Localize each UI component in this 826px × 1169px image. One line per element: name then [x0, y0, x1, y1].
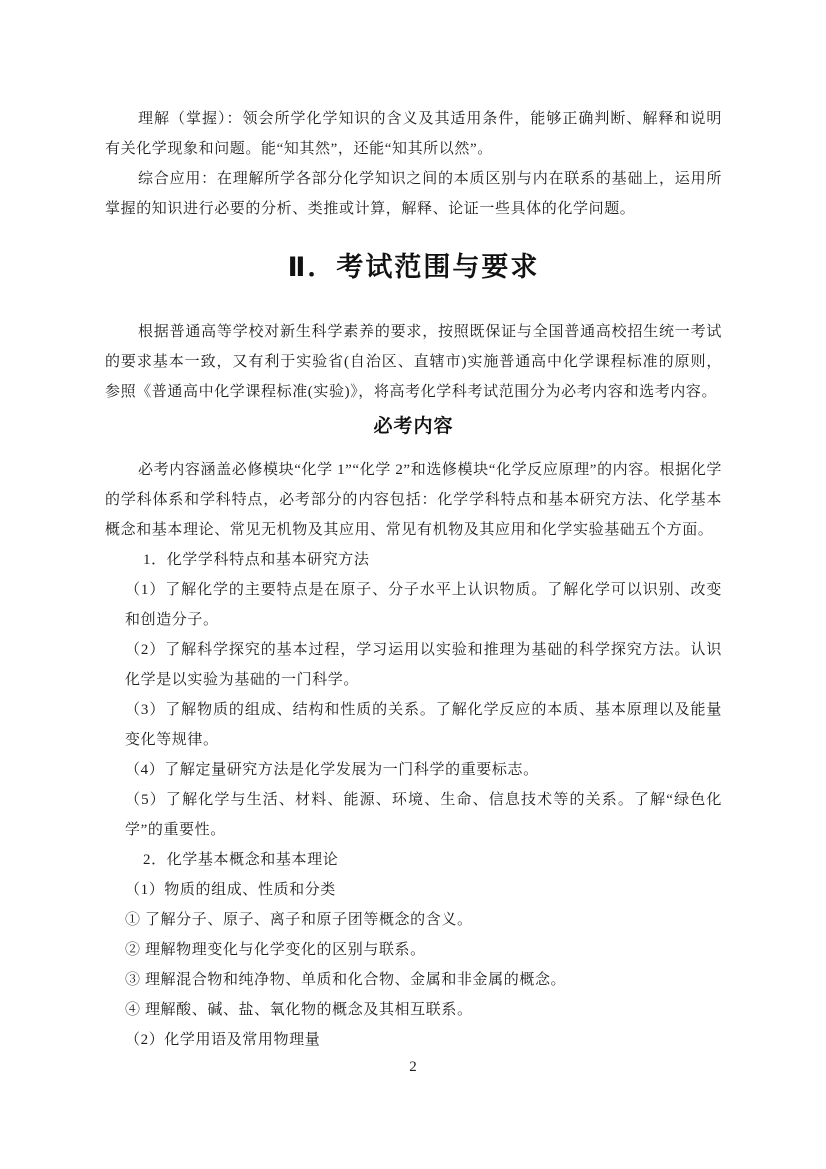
topic-1-item-1: （1）了解化学的主要特点是在原子、分子水平上认识物质。了解化学可以识别、改变和创造分子。: [125, 582, 722, 628]
topic-2-heading: 2．化学基本概念和基本理论: [143, 852, 339, 868]
topic-1-item-5: （5）了解化学与生活、材料、能源、环境、生命、信息技术等的关系。了解“绿色化学”的重要性。: [125, 792, 722, 838]
page-content: [105, 104, 722, 1055]
paragraph-exam-scope-intro: 根据普通高等学校对新生科学素养的要求，按照既保证与全国普通高校招生统一考试的要求基本一致，又有利于实验省(自治区、直辖市)实施普通高中化学课程标准的原则，参照《普通高中化学课程标准(实验)》，将高考化学科考试范围分为必考内容和选考内容。: [105, 324, 722, 400]
topic-2-sub-2-heading: （2）化学用语及常用物理量: [125, 1032, 321, 1048]
topic-1-item-4: （4）了解定量研究方法是化学发展为一门科学的重要标志。: [125, 762, 539, 778]
topic-2-sub-1-item-3: ③ 理解混合物和纯净物、单质和化合物、金属和非金属的概念。: [125, 972, 567, 988]
topic-1-item-2: （2）了解科学探究的基本过程，学习运用以实验和推理为基础的科学探究方法。认识化学是以实验为基础的一门科学。: [125, 642, 722, 688]
topic-1-heading: 1．化学学科特点和基本研究方法: [143, 552, 370, 568]
page-number: 2: [409, 1059, 417, 1075]
paragraph-comprehensive-application: 综合应用：在理解所学各部分化学知识之间的本质区别与内在联系的基础上，运用所掌握的知识进行必要的分析、类推或计算，解释、论证一些具体的化学问题。: [105, 171, 722, 217]
paragraph-understand-grasp: 理解（掌握）：领会所学化学知识的含义及其适用条件，能够正确判断、解释和说明有关化学现象和问题。能“知其然”，还能“知其所以然”。: [105, 111, 722, 157]
subsection-heading-required-content: 必考内容: [373, 415, 454, 437]
topic-1-item-3: （3）了解物质的组成、结构和性质的关系。了解化学反应的本质、基本原理以及能量变化等规律。: [125, 702, 722, 748]
section-heading-exam-scope: Ⅱ．考试范围与要求: [287, 252, 540, 283]
topic-2-sub-1-heading: （1）物质的组成、性质和分类: [125, 882, 336, 898]
topic-2-sub-1-item-4: ④ 理解酸、碱、盐、氧化物的概念及其相互联系。: [125, 1002, 473, 1018]
paragraph-required-content-overview: 必考内容涵盖必修模块“化学 1”“化学 2”和选修模块“化学反应原理”的内容。根据化学的学科体系和学科特点，必考部分的内容包括：化学学科特点和基本研究方法、化学基本概念和基本理论、常见无机物及其应用、常见有机物及其应用和化学实验基础五个方面。: [105, 462, 722, 538]
topic-2-sub-1-item-1: ① 了解分子、原子、离子和原子团等概念的含义。: [125, 912, 473, 928]
topic-2-sub-1-item-2: ② 理解物理变化与化学变化的区别与联系。: [125, 942, 426, 958]
